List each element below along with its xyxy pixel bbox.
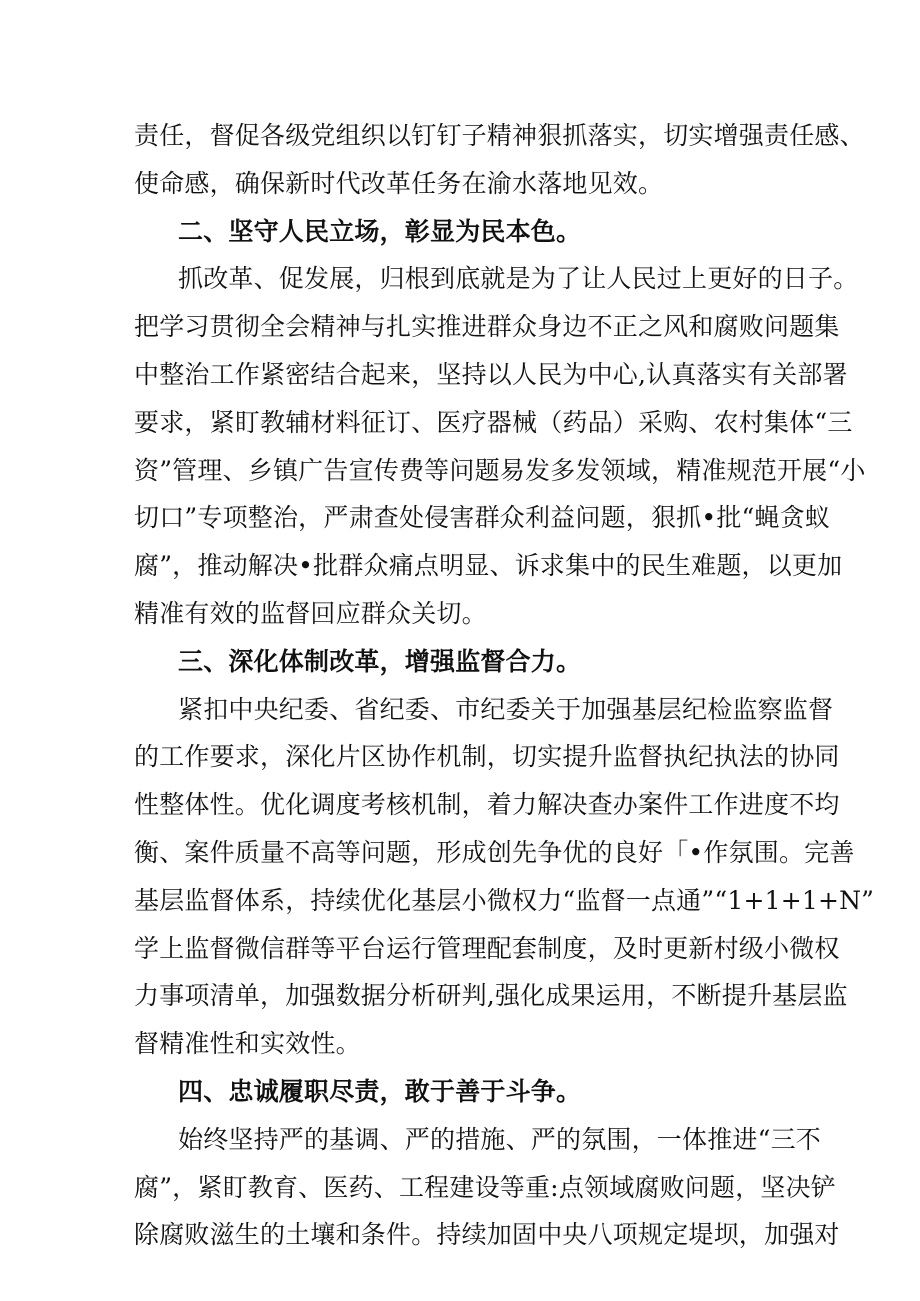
body-line: 学上监督微信群等平台运行管理配套制度，及时更新村级小微权 (134, 933, 840, 963)
body-line: 腐”，推动解决•批群众痛点明显、诉求集中的民生难题，以更加 (134, 551, 843, 581)
body-line: 腐”，紧盯教育、医药、工程建设等重:点领域腐败问题，坚决铲 (134, 1172, 837, 1202)
body-line: 除腐败滋生的土壤和条件。持续加固中央八项规定堤坝，加强对 (134, 1220, 840, 1250)
section-heading-4: 四、忠诚履职尽责，敢于善于斗争。 (178, 1076, 582, 1106)
body-line: 的工作要求，深化片区协作机制，切实提升监督执纪执法的协同 (134, 742, 840, 772)
body-line: 衡、案件质量不高等问题，形成创先争优的良好「•作氛围。完善 (134, 837, 855, 867)
body-line: 要求，紧盯教辅材料征订、医疗器械（药品）采购、农村集体“三 (134, 407, 853, 437)
paragraph-first-line: 抓改革、促发展，归根到底就是为了让人民过上更好的日子。 (178, 264, 859, 294)
section-heading-3: 三、深化体制改革，增强监督合力。 (178, 646, 582, 676)
body-line: 切口”专项整治，严肃查处侵害群众利益问题，狠抓•批“蝇贪蚁 (134, 503, 831, 533)
paragraph-first-line: 始终坚持严的基调、严的措施、严的氛围，一体推进“三不 (178, 1124, 821, 1154)
body-line: 力事项清单，加强数据分析研判,强化成果运用，不断提升基层监 (134, 981, 848, 1011)
body-line: 精准有效的监督回应群众关切。 (134, 598, 487, 628)
body-line: 中整治工作紧密结合起来，坚持以人民为中心,认真落实有关部署 (134, 359, 848, 389)
section-heading-2: 二、坚守人民立场，彰显为民本色。 (178, 216, 582, 246)
body-line: 督精准性和实效性。 (134, 1029, 361, 1059)
paragraph-first-line: 紧扣中央纪委、省纪委、市纪委关于加强基层纪检监察监督 (178, 694, 834, 724)
body-line: 责任，督促各级党组织以钉钉子精神狠抓落实，切实增强责任感、 (134, 121, 865, 150)
document-page (134, 112, 875, 1259)
body-line: 性整体性。优化调度考核机制，着力解决查办案件工作进度不均 (134, 790, 840, 820)
body-line: 使命感，确保新时代改革任务在渝水落地见效。 (134, 168, 664, 198)
body-line: 把学习贯彻全会精神与扎实推进群众身边不正之风和腐败问题集 (134, 312, 840, 342)
body-line: 资”管理、乡镇广告宣传费等问题易发多发领域，精准规范开展“小 (134, 455, 866, 485)
body-line: 基层监督体系，持续优化基层小微权力“监督一点通”“1+1+1+N” (134, 885, 875, 915)
